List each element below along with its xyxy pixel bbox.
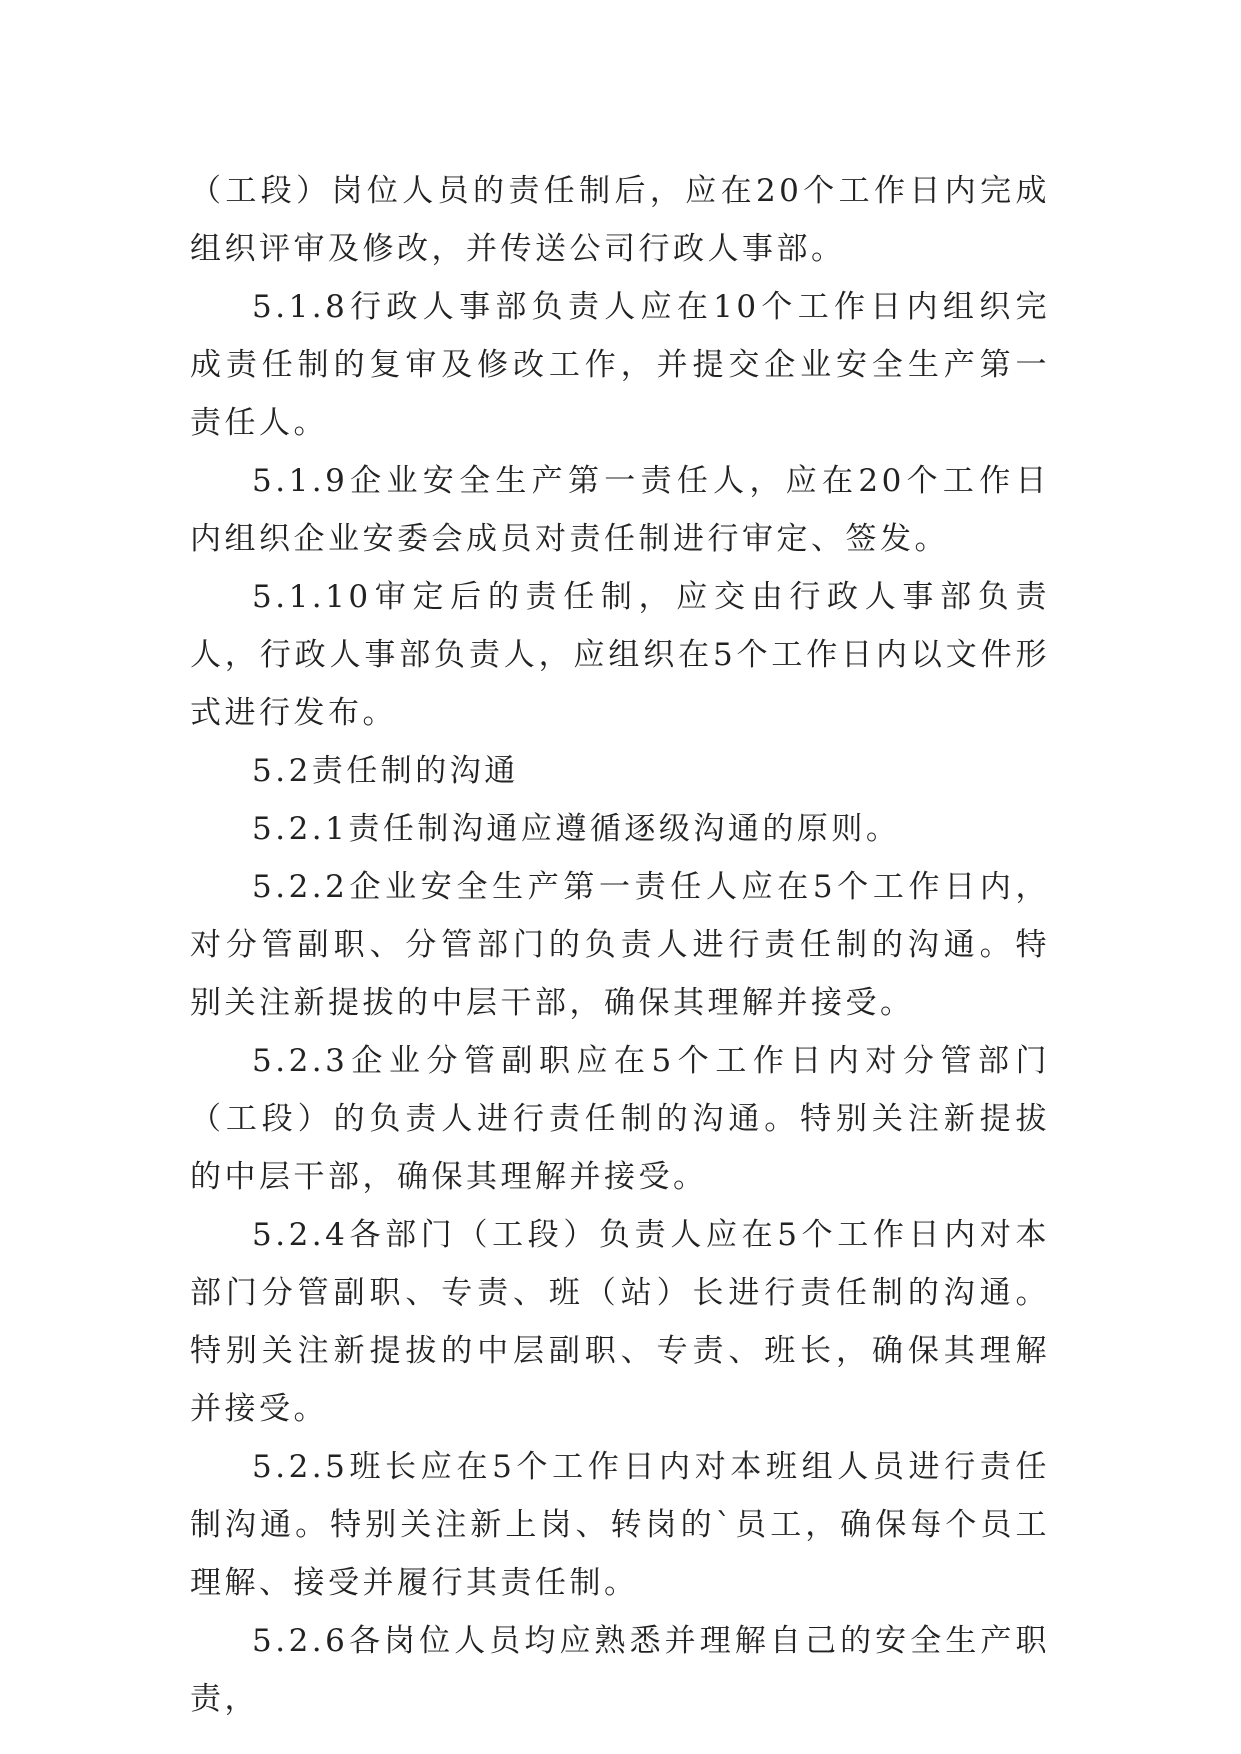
paragraph-continuation: （工段）岗位人员的责任制后，应在20个工作日内完成组织评审及修改，并传送公司行政人事部。 — [190, 173, 1050, 267]
paragraph-5-2-6: 5.2.6各岗位人员均应熟悉并理解自己的安全生产职责， — [190, 1623, 1050, 1717]
document-body — [190, 162, 1050, 1728]
paragraph-5-2-2: 5.2.2企业安全生产第一责任人应在5个工作日内，对分管副职、分管部门的负责人进行责任制的沟通。特别关注新提拔的中层干部，确保其理解并接受。 — [190, 869, 1050, 1021]
paragraph-5-1-8: 5.1.8行政人事部负责人应在10个工作日内组织完成责任制的复审及修改工作，并提交企业安全生产第一责任人。 — [190, 289, 1050, 441]
paragraph-5-2-3: 5.2.3企业分管副职应在5个工作日内对分管部门（工段）的负责人进行责任制的沟通。特别关注新提拔的中层干部，确保其理解并接受。 — [190, 1043, 1050, 1195]
paragraph-5-2-4: 5.2.4各部门（工段）负责人应在5个工作日内对本部门分管副职、专责、班（站）长进行责任制的沟通。特别关注新提拔的中层副职、专责、班长，确保其理解并接受。 — [190, 1217, 1050, 1427]
section-heading-5-2: 5.2责任制的沟通 — [252, 753, 519, 789]
paragraph-5-2-5: 5.2.5班长应在5个工作日内对本班组人员进行责任制沟通。特别关注新上岗、转岗的`员工，确保每个员工理解、接受并履行其责任制。 — [190, 1449, 1050, 1601]
paragraph-5-1-9: 5.1.9企业安全生产第一责任人，应在20个工作日内组织企业安委会成员对责任制进行审定、签发。 — [190, 463, 1050, 557]
paragraph-5-2-1: 5.2.1责任制沟通应遵循逐级沟通的原则。 — [252, 811, 901, 847]
paragraph-5-1-10: 5.1.10审定后的责任制，应交由行政人事部负责人，行政人事部负责人，应组织在5个工作日内以文件形式进行发布。 — [190, 579, 1050, 731]
